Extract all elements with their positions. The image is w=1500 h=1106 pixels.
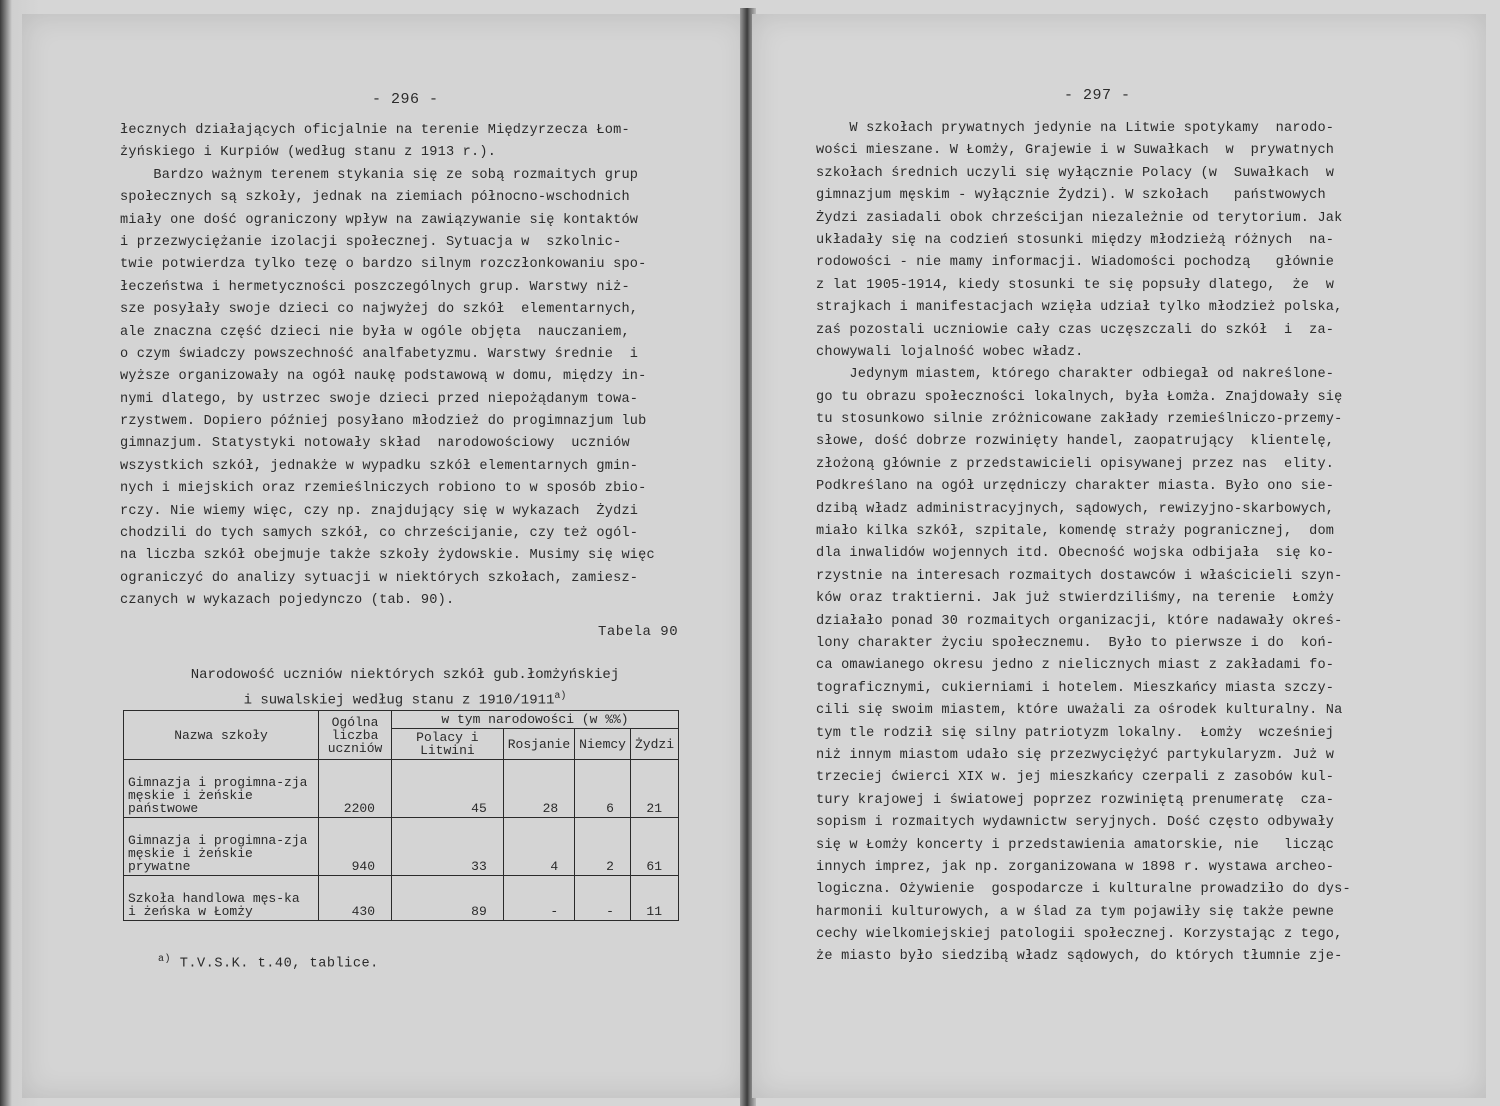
row-value: 89 [392,876,504,921]
text-line: miało kilka szkół, szpitale, komendę straży pogranicznej, dom [816,524,1335,540]
table-row [124,818,679,876]
text-line: się w Łomży koncerty i przedstawienia amatorskie, nie licząc [816,837,1335,853]
text-line: chowywali lojalność wobec władz. [816,344,1084,360]
row-school-name: Gimnazja i progimna-zja męskie i żeńskie prywatne [124,818,319,876]
left-page [22,14,748,1098]
caption-footnote-mark: a) [554,691,567,702]
body-text [816,118,1351,969]
text-line: szkołach średnich uczyli się wyłącznie Polacy (w Suwałkach w [816,165,1335,181]
page-number: - 297 - [1064,87,1131,104]
header-column: Rosjanie [503,729,574,760]
text-line: o czym świadczy powszechność analfabetyzmu. Warstwy średnie i [120,346,639,362]
footnote-text: T.V.S.K. t.40, tablice. [179,956,379,972]
table-row [124,876,679,921]
text-line: z lat 1905-1914, kiedy stosunki te się popsuły dlatego, że w [816,277,1335,293]
text-line: ale znaczna część dzieci nie była w ogóle objęta nauczaniem, [120,324,630,340]
row-value: 61 [630,818,678,876]
text-line: trzeciej ćwierci XIX w. jej mieszkańcy czerpali z zasobów kul- [816,770,1335,786]
body-text [120,120,655,613]
text-line: rzystnie na interesach rozmaitych dostawców i właścicieli szyn- [816,568,1343,584]
text-line: tury krajowej i światowej poprzez rozwiniętą prenumeratę cza- [816,792,1335,808]
text-line: rzystwem. Dopiero później posyłano młodzież do progimnazjum lub [120,414,647,430]
caption-text: i suwalskiej według stanu z 1910/1911 [243,692,555,709]
text-line: wyższe organizowały na ogół naukę podstawową w domu, między in- [120,369,647,385]
text-line: miały one dość ograniczony wpływ na zawiązywanie się kontaktów [120,212,639,228]
row-value: - [575,876,631,921]
text-line: chodzili do tych samych szkół, co chrześcijanie, czy też ogól- [120,526,639,542]
text-line: żyńskiego i Kurpiów (według stanu z 1913 r.). [120,145,497,161]
row-value: 6 [575,760,631,818]
text-line: go tu obrazu społeczności lokalnych, była Łomża. Znajdowały się [816,389,1343,405]
page-number: - 296 - [372,91,439,108]
header-nationality-group: w tym narodowości (w %%) [392,711,679,729]
text-line: logiczna. Ożywienie gospodarcze i kulturalne prowadziło do dys- [816,882,1351,898]
text-line: Bardzo ważnym terenem stykania się ze sobą rozmaitych grup [120,167,639,183]
footnote [158,954,379,972]
header-column: Żydzi [630,729,678,760]
header-total: Ogólna liczba uczniów [319,711,392,760]
text-line: tograficznymi, cukierniami i hotelem. Mieszkańcy miasta szczy- [816,680,1335,696]
text-line: łeczeństwa i hermetyczności poszczególnych grup. Warstwy niż- [120,279,630,295]
row-value: 28 [503,760,574,818]
text-line: układały się na codzień stosunki między młodzieżą różnych na- [816,232,1335,248]
text-line: wszystkich szkół, jednakże w wypadku szkół elementarnych gmin- [120,458,639,474]
text-line: społecznych są szkoły, jednak na ziemiach północno-wschodnich [120,190,630,206]
row-total: 940 [319,818,392,876]
footnote-mark: a) [158,954,172,965]
text-line: harmonii kulturowych, a w ślad za tym pojawiły się także pewne [816,904,1335,920]
text-line: czanych w wykazach pojedynczo (tab. 90). [120,593,455,609]
row-value: 33 [392,818,504,876]
text-line: nymi dlatego, by ustrzec swoje dzieci przed niepożądanym towa- [120,391,639,407]
text-line: rczy. Nie wiemy więc, czy np. znajdujący się w wykazach Żydzi [120,503,639,519]
text-line: W szkołach prywatnych jedynie na Litwie spotykamy narodo- [816,121,1335,136]
row-school-name: Gimnazja i progimna-zja męskie i żeńskie państwowe [124,760,319,818]
row-value: 2 [575,818,631,876]
row-school-name: Szkoła handlowa męs-ka i żeńska w Łomży [124,876,319,921]
text-line: na liczba szkół obejmuje także szkoły żydowskie. Musimy się więc [120,548,655,564]
row-total: 2200 [319,760,392,818]
text-line: tym tle rodził się silny patriotyzm lokalny. Łomży wcześniej [816,725,1335,741]
text-line: ograniczyć do analizy sytuacji w niektórych szkołach, zamiesz- [120,570,639,586]
text-line: i przezwyciężanie izolacji społecznej. Sytuacja w szkolnic- [120,234,622,250]
text-line: że miasto było siedzibą władz sądowych, do których tłumnie zje- [816,949,1343,965]
text-line: ków oraz traktierni. Jak już stwierdziliśmy, na terenie Łomży [816,591,1335,607]
text-line: łecznych działających oficjalnie na terenie Międzyrzecza Łom- [120,123,630,138]
text-line: niż innym miastom udało się przezwyciężyć partykularyzm. Już w [816,747,1335,763]
text-line: dla inwalidów wojennych itd. Obecność wojska odbijała się ko- [816,546,1335,562]
text-line: Żydzi zasiadali obok chrześcijan niezależnie od terytorium. Jak [816,210,1343,226]
text-line: działało ponad 30 rozmaitych organizacji, które nadawały okreś- [816,613,1343,629]
row-value: 21 [630,760,678,818]
text-line: cechy wielkomiejskiej patologii społecznej. Korzystając z tego, [816,927,1343,943]
row-value: 4 [503,818,574,876]
text-line: ca omawianego okresu jedno z nielicznych miast z zakładami fo- [816,658,1335,674]
text-line: złożoną głównie z przedstawicieli opisywanej przez nas elity. [816,456,1335,472]
text-line: sopism i rozmaitych wydawnictw seryjnych. Dość często odbywały [816,815,1335,831]
text-line: lony charakter życiu społecznemu. Było to pierwsze i do koń- [816,635,1335,651]
text-line: zaś pozostali uczniowie cały czas uczęszczali do szkół i za- [816,322,1335,338]
text-line: twie potwierdza tylko tezę o bardzo silnym rozczłonkowaniu spo- [120,257,647,273]
header-school-name: Nazwa szkoły [124,711,319,760]
caption-line [160,686,650,712]
text-line: wości mieszane. W Łomży, Grajewie i w Suwałkach w prywatnych [816,143,1335,159]
text-line: tu stosunkowo silnie zróżnicowane zakłady rzemieślniczo-przemy- [816,412,1343,428]
row-value: 45 [392,760,504,818]
header-column: Niemcy [575,729,631,760]
text-line: dzibą władz administracyjnych, sądowych, rewizyjno-skarbowych, [816,501,1335,517]
text-line: innych imprez, jak np. zorganizowana w 1898 r. wystawa archeo- [816,859,1335,875]
text-line: słowe, dość dobrze rozwinięty handel, zaopatrujący klientelę, [816,434,1335,450]
text-line: cili się swoim miastem, które uważali za ośrodek kulturalny. Na [816,703,1343,719]
row-total: 430 [319,876,392,921]
text-line: sze posyłały swoje dzieci co najwyżej do szkół elementarnych, [120,302,639,318]
right-page [752,14,1486,1098]
text-line: Jedynym miastem, którego charakter odbiegał od nakreślone- [816,367,1335,383]
text-line: Podkreślano na ogół urzędniczy charakter miasta. Było ono sie- [816,479,1335,495]
text-line: nych i miejskich oraz rzemieślniczych robiono to w sposób zbio- [120,481,647,497]
table-caption [160,664,650,712]
nationality-table [123,710,679,921]
row-value: 11 [630,876,678,921]
caption-line: Narodowość uczniów niektórych szkół gub.łomżyńskiej [190,667,620,683]
text-line: gimnazjum. Statystyki notowały skład narodowościowy uczniów [120,436,630,452]
header-column: Polacy i Litwini [392,729,504,760]
table-label: Tabela 90 [598,624,679,640]
row-value: - [503,876,574,921]
table-row [124,760,679,818]
text-line: strajkach i manifestacjach wzięła udział tylko młodzież polska, [816,300,1343,316]
text-line: rodowości - nie mamy informacji. Wiadomości pochodzą głównie [816,255,1335,271]
text-line: gimnazjum męskim - wyłącznie Żydzi). W szkołach państwowych [816,188,1326,204]
